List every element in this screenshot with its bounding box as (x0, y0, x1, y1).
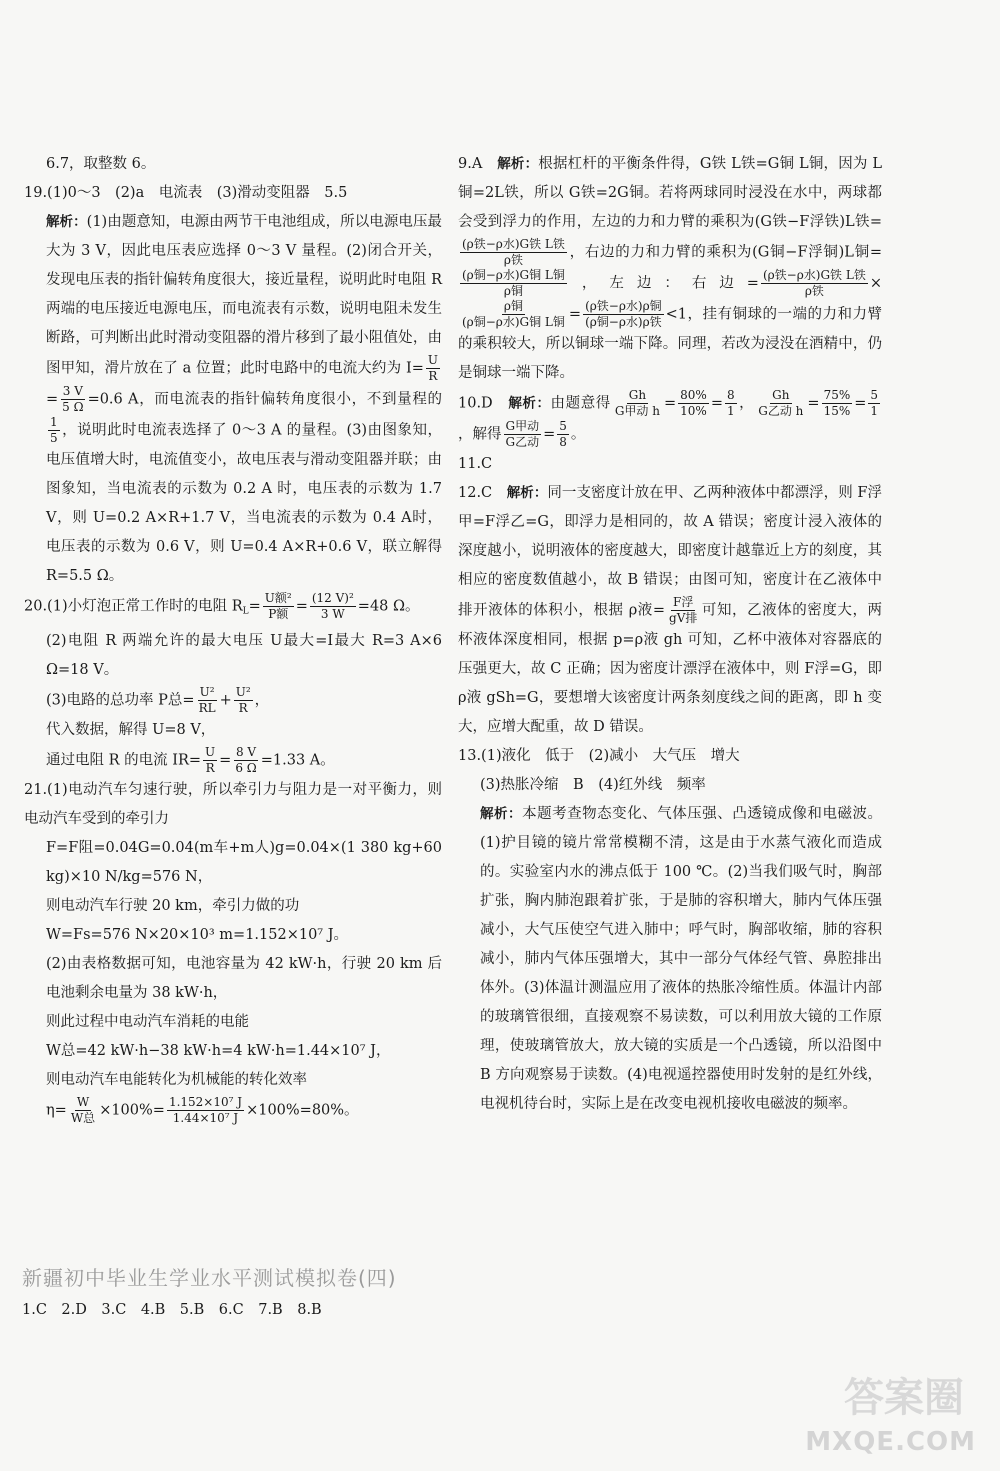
fraction: $\frac{\text{(ρ铜−ρ水)G铜 L铜}}{\text{ρ铜}}$ (462, 268, 565, 298)
right-column (458, 150, 882, 1119)
q20-part1: 20.(1)小灯泡正常工作时的电阻 $R_L=$ $\frac{\text{U额²}}{\text{P额}}$ = $\frac{\text{(12 V)²}}{3 W}$ =48 Ω。 (24, 591, 420, 621)
left-column (24, 150, 442, 1126)
fraction: $\frac{75\%}{15\%}$ (823, 388, 851, 418)
fraction: $\frac{5}{1}$ (870, 388, 879, 418)
line-6-7: 6.7，取整数 6。 (46, 156, 156, 172)
fraction: $\frac{8}{1}$ (726, 388, 735, 418)
fraction: $\frac{5}{8}$ (559, 419, 567, 449)
explanation-label: 解析： (480, 806, 523, 822)
fraction: $\frac{\text{U额²}}{\text{P额}}$ (264, 591, 292, 621)
fraction: $\frac{\text{(12 V)²}}{3 W}$ (311, 591, 354, 621)
q21-efficiency-intro: 则电动汽车电能转化为机械能的转化效率 (46, 1071, 307, 1088)
q21-energy-intro: 则此过程中电动汽车消耗的电能 (46, 1013, 249, 1030)
q21-force: F=F阻=0.04G=0.04(m车+m人)g=0.04×(1 380 kg+60 kg)×10 N/kg=576 N， (46, 839, 442, 885)
q19-explanation: 解析：(1)由题意知，电源由两节干电池组成，所以电源电压最大为 3 V，因此电压表应选择 0～3 V 量程。(2)闭合开关，发现电压表的指针偏转角度很大，接近量程，说明此时电阻 R 两端的电压接近电源电压，而电流表有示数，说明电阻未发生断路，可判断出此时滑动变阻器的滑片移到了最小阻值处，由图甲知，滑片放在了 a 位置；此时电路中的电流大约为 I= $\frac{U}{R}$ = $\frac{3 V}{5 \Omega}$ =0.6 A，而电流表的指针偏转角度很小，不到量程的 $\frac{1}{5}$ ，说明此时电流表选择了 0～3 A 的量程。(3)由图象知，电压值增大时，电流值变小，故电压表与滑动变阻器并联；由图象知，当电流表的示数为 0.2 A 时，电压表的示数为 1.7 V，则 U=0.2 A×R+1.7 V，当电流表的示数为 0.4 A时，电压表的示数为 0.6 V，则 U=0.4 A×R+0.6 V，联立解得 R=5.5 Ω。 (46, 214, 442, 584)
q10-explanation: 10.D 解析：由题意得 $\frac{Gh}{\text{G甲动 h}}$ = $\frac{80\%}{10\%}$ = $\frac{8}{1}$ ， $\frac{Gh}{\text{G乙动 h}}$ = $\frac{75\%}{15\%}$ = $\frac{5}{1}$ ，解得 $\frac{\text{G甲动}}{\text{G乙动}}$ = $\frac{5}{8}$ 。 (458, 388, 879, 449)
q20-part5: 通过电阻 R 的电流 IR= $\frac{U}{R}$ = $\frac{8 V}{6 \Omega}$ =1.33 A。 (46, 744, 335, 775)
fraction: $\frac{\text{(ρ铁−ρ水)G铁 L铁}}{\text{ρ铁}}$ (462, 237, 565, 267)
q21-work-intro: 则电动汽车行驶 20 km，牵引力做的功 (46, 897, 300, 914)
q21-energy: W总=42 kW·h−38 kW·h=4 kW·h=1.44×10⁷ J， (46, 1042, 391, 1059)
explanation-label: 解析： (46, 214, 87, 230)
q19-answer: 19.(1)0～3 (2)a 电流表 (3)滑动变阻器 5.5 (24, 185, 348, 201)
q21-work: W=Fs=576 N×20×10³ m=1.152×10⁷ J。 (46, 926, 349, 943)
fraction: $\frac{\text{(ρ铁−ρ水)G铁 L铁}}{\text{ρ铁}}$ (762, 268, 866, 298)
q13-answer-2: (3)热胀冷缩 B (4)红外线 频率 (480, 777, 706, 793)
q13-answer: 13.(1)液化 低于 (2)减小 大气压 增大 (458, 748, 740, 764)
explanation-label: 解析： (508, 395, 551, 412)
q11-answer: 11.C (458, 456, 493, 472)
fraction: $\frac{1}{5}$ (50, 415, 58, 445)
section-title: 新疆初中毕业生学业水平测试模拟卷(四) (22, 1266, 397, 1290)
explanation-label: 解析： (506, 485, 548, 501)
watermark-site: MXQE.COM (805, 1427, 976, 1457)
q13-explanation: 解析：本题考查物态变化、气体压强、凸透镜成像和电磁波。(1)护目镜的镜片常常模糊不清，这是由于水蒸气液化而造成的。实验室内水的沸点低于 100 ℃。(2)当我们吸气时，胸部扩张，胸内肺泡跟着扩张，于是肺的容积增大，肺内气体压强减小，大气压使空气进入肺中；呼气时，胸部收缩，肺的容积减小，肺内气体压强增大，其中一部分气体经气管、鼻腔排出体外。(3)体温计测温应用了液体的热胀冷缩性质。体温计内部的玻璃管很细，直接观察不易读数，可以利用放大镜的工作原理，使玻璃管放大，放大镜的实质是一个凸透镜，所以沿图中 B 方向观察易于读数。(4)电视遥控器使用时发射的是红外线，电视机待台时，实际上是在改变电视机接收电磁波的频率。 (480, 806, 883, 1112)
fraction: $\frac{\text{U²}}{RL}$ (198, 684, 216, 715)
explanation-label: 解析： (497, 156, 539, 172)
fraction: $\frac{\text{F浮}}{\text{gV排}}$ (669, 595, 698, 625)
fraction: $\frac{W}{\text{W总}}$ (70, 1094, 96, 1125)
watermark-big-text: 答案圈 (844, 1375, 964, 1421)
fraction: $\frac{\text{U²}}{R}$ (235, 684, 251, 715)
q20-part2: (2)电阻 R 两端允许的最大电压 U最大=I最大 R=3 A×6 Ω=18 V。 (46, 632, 442, 678)
fraction: $\frac{\text{(ρ铁−ρ水)ρ铜}}{\text{(ρ铜−ρ水)ρ铁}}$ (585, 299, 662, 329)
q9-explanation: 9.A 解析：根据杠杆的平衡条件得，G铁 L铁=G铜 L铜，因为 L铜=2L铁，所以 G铁=2G铜。若将两球同时浸没在水中，两球都会受到浮力的作用，左边的力和力臂的乘积为(G铁−F浮铁)L铁= $\frac{\text{(ρ铁−ρ水)G铁 L铁}}{\text{ρ铁}}$ ，右边的力和力臂的乘积为(G铜−F浮铜)L铜= $\frac{\text{(ρ铜−ρ水)G铜 L铜}}{\text{ρ铜}}$ ，左边：右边= $\frac{\text{(ρ铁−ρ水)G铁 L铁}}{\text{ρ铁}}$ × $\frac{\text{ρ铜}}{\text{(ρ铜−ρ水)G铜 L铜}}$ = $\frac{\text{(ρ铁−ρ水)ρ铜}}{\text{(ρ铜−ρ水)ρ铁}}$ <1，挂有铜球的一端的力和力臂的乘积较大，所以铜球一端下降。同理，若改为浸没在酒精中，仍是铜球一端下降。 (458, 156, 883, 381)
choice-answers: 1.C 2.D 3.C 4.B 5.B 6.C 7.B 8.B (22, 1302, 322, 1318)
fraction: $\frac{Gh}{\text{G甲动 h}}$ (614, 388, 660, 418)
q21-part2: (2)由表格数据可知，电池容量为 42 kW·h，行驶 20 km 后电池剩余电量为 38 kW·h， (46, 955, 442, 1001)
fraction: $\frac{3 V}{5 \Omega}$ (62, 384, 84, 414)
q21-efficiency: η= $\frac{W}{\text{W总}}$ ×100%= $\frac{\text{1.152×10⁷ J}}{\text{1.44×10⁷ J}}$ ×100%=80%。 (46, 1094, 359, 1125)
fraction: $\frac{U}{R}$ (205, 744, 216, 775)
fraction: $\frac{Gh}{\text{G乙动 h}}$ (758, 388, 804, 418)
fraction: $\frac{\text{ρ铜}}{\text{(ρ铜−ρ水)G铜 L铜}}$ (462, 299, 565, 329)
fraction: $\frac{U}{R}$ (427, 353, 438, 383)
watermark-logo (800, 1353, 990, 1463)
fraction: $\frac{\text{G甲动}}{\text{G乙动}}$ (505, 419, 540, 449)
q12-explanation: 12.C 解析：同一支密度计放在甲、乙两种液体中都漂浮，则 F浮甲=F浮乙=G，即浮力是相同的，故 A 错误；密度计浸入液体的深度越小，说明液体的密度越大，即密度计越靠近上方的刻度，其相应的密度数值越小，故 B 错误；由图可知，密度计在乙液体中排开液体的体积小，根据 ρ液= $\frac{\text{F浮}}{\text{gV排}}$ 可知，乙液体的密度大，两杯液体深度相同，根据 p=ρ液 gh 可知，乙杯中液体对容器底的压强更大，故 C 正确；因为密度计漂浮在液体中，则 F浮=G，即 ρ液 gSh=G，要想增大该密度计两条刻度线之间的距离，即 h 变大，应增大配重，故 D 错误。 (458, 485, 883, 735)
q21-part1: 21.(1)电动汽车匀速行驶，所以牵引力与阻力是一对平衡力，则电动汽车受到的牵引力 (24, 781, 442, 827)
q20-part3: (3)电路的总功率 P总= $\frac{\text{U²}}{RL}$ + $\frac{\text{U²}}{R}$ ， (46, 684, 270, 715)
fraction: $\frac{80\%}{10\%}$ (680, 388, 707, 418)
fraction: $\frac{8 V}{6 \Omega}$ (235, 744, 257, 775)
q20-part4: 代入数据，解得 U=8 V， (46, 721, 216, 738)
fraction: $\frac{\text{1.152×10⁷ J}}{\text{1.44×10⁷ J}}$ (168, 1094, 243, 1125)
